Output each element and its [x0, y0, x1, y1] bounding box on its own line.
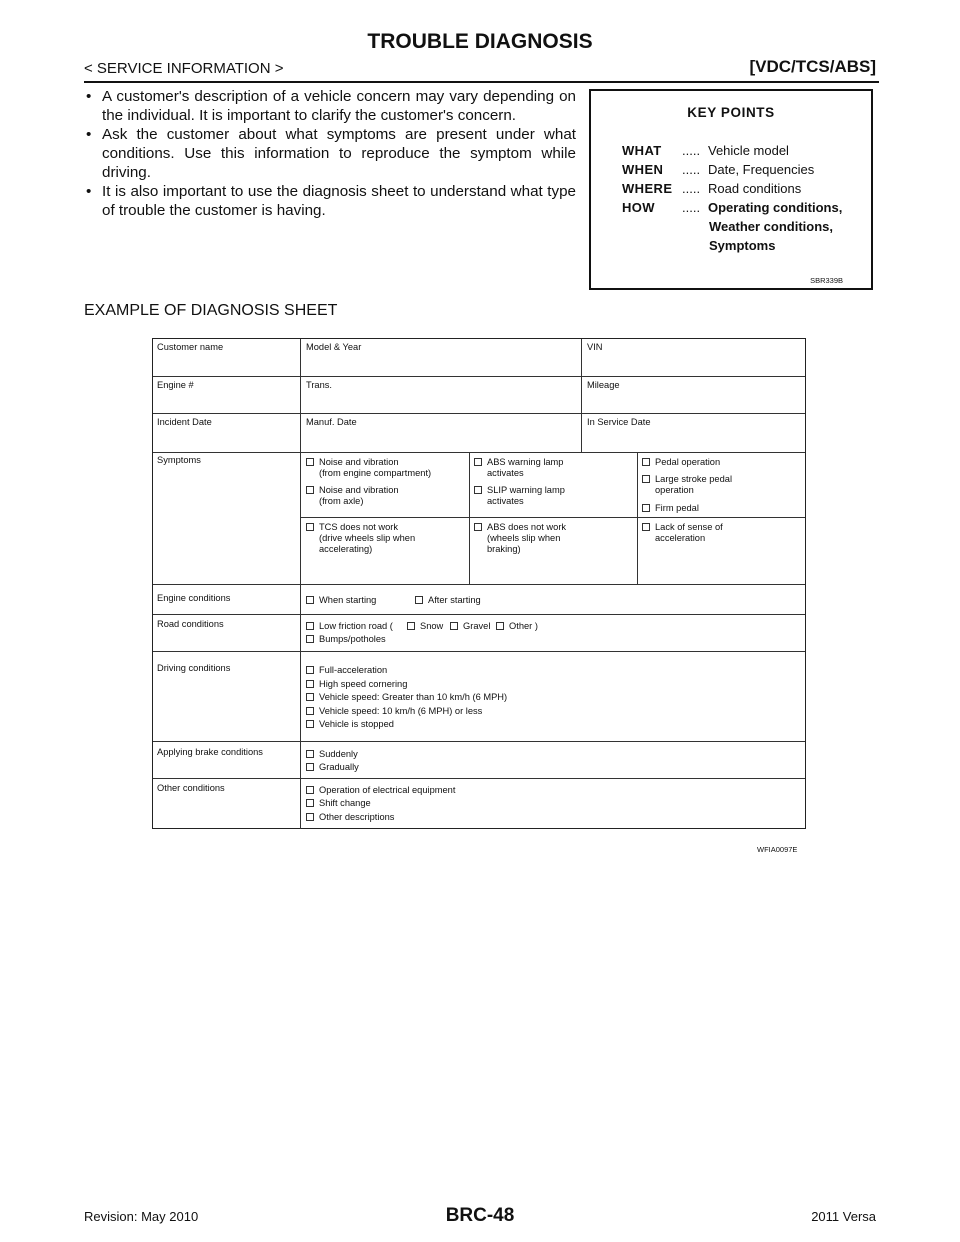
symptom-option-note: activates — [487, 468, 524, 478]
bullet-item — [84, 87, 576, 125]
road-condition-option[interactable]: Snow — [407, 621, 443, 632]
bullet-text: It is also important to use the diagnosis sheet to understand what type of trouble the customer is having. — [102, 183, 576, 219]
checkbox-icon[interactable] — [450, 622, 458, 630]
page-title: TROUBLE DIAGNOSIS — [367, 30, 593, 53]
bullet-dot-icon: • — [86, 126, 92, 143]
driving-condition-option[interactable]: High speed cornering — [306, 679, 407, 690]
table-rule — [581, 339, 582, 452]
driving-conditions-label: Driving conditions — [157, 663, 231, 673]
symptom-option[interactable]: Firm pedal — [642, 503, 699, 514]
bullet-text: A customer's description of a vehicle concern may vary depending on the individual. It is important to clarify the customer's concern. — [102, 88, 576, 124]
road-condition-option[interactable]: Low friction road ( — [306, 621, 393, 632]
symptoms-label: Symptoms — [157, 455, 201, 465]
symptom-option[interactable]: TCS does not work — [306, 522, 398, 533]
symptom-option[interactable]: Noise and vibration — [306, 457, 399, 468]
model-year-label: Model & Year — [306, 342, 362, 352]
key-points-dots: ..... — [682, 181, 701, 196]
key-points-key: WHAT — [622, 143, 662, 158]
symptom-option-note: acceleration — [655, 533, 706, 543]
checkbox-icon[interactable] — [642, 458, 650, 466]
key-points-key: WHERE — [622, 181, 673, 196]
table-rule — [153, 741, 805, 742]
trans-label: Trans. — [306, 380, 333, 390]
symptom-option-note: accelerating) — [319, 544, 373, 554]
bullet-text: Ask the customer about what symptoms are present under what conditions. Use this information to reproduce the symptom while driving. — [102, 126, 576, 181]
key-points-value: Vehicle model — [708, 143, 789, 158]
other-condition-option[interactable]: Operation of electrical equipment — [306, 785, 455, 796]
table-rule — [153, 778, 805, 779]
table-rule — [300, 339, 301, 829]
checkbox-icon[interactable] — [642, 475, 650, 483]
brake-conditions-label: Applying brake conditions — [157, 747, 263, 757]
page-number: BRC-48 — [445, 1205, 515, 1226]
symptom-option[interactable]: Lack of sense of — [642, 522, 723, 533]
checkbox-icon[interactable] — [306, 458, 314, 466]
model-year: 2011 Versa — [811, 1209, 876, 1224]
engine-condition-option[interactable]: When starting — [306, 595, 376, 606]
checkbox-icon[interactable] — [642, 523, 650, 531]
bullet-dot-icon: • — [86, 183, 92, 200]
brake-condition-option[interactable]: Gradually — [306, 762, 359, 773]
checkbox-icon[interactable] — [306, 750, 314, 758]
manuf-date-label: Manuf. Date — [306, 417, 357, 427]
key-points-value: Road conditions — [708, 181, 802, 196]
key-points-value: Operating conditions, — [708, 200, 843, 215]
figure-code: SBR339B — [810, 276, 843, 285]
checkbox-icon[interactable] — [306, 666, 314, 674]
key-points-value: Symptoms — [709, 238, 776, 253]
road-condition-option[interactable]: Other ) — [496, 621, 538, 632]
checkbox-icon[interactable] — [474, 458, 482, 466]
system-tag: [VDC/TCS/ABS] — [749, 57, 876, 76]
checkbox-icon[interactable] — [642, 504, 650, 512]
in-service-date-label: In Service Date — [587, 417, 651, 427]
example-heading: EXAMPLE OF DIAGNOSIS SHEET — [84, 302, 338, 319]
key-points-value: Date, Frequencies — [708, 162, 815, 177]
customer-name-label: Customer name — [157, 342, 224, 352]
checkbox-icon[interactable] — [306, 622, 314, 630]
vin-label: VIN — [587, 342, 603, 352]
key-points-figure — [589, 89, 873, 290]
symptom-option-note: (from axle) — [319, 496, 364, 506]
key-points-dots: ..... — [682, 143, 701, 158]
checkbox-icon[interactable] — [496, 622, 504, 630]
checkbox-icon[interactable] — [415, 596, 423, 604]
table-rule — [153, 376, 805, 377]
engine-condition-option[interactable]: After starting — [415, 595, 481, 606]
road-condition-option[interactable]: Gravel — [450, 621, 490, 632]
checkbox-icon[interactable] — [306, 786, 314, 794]
driving-condition-option[interactable]: Full-acceleration — [306, 665, 387, 676]
bullet-item — [84, 125, 576, 182]
table-rule — [153, 651, 805, 652]
road-conditions-label: Road conditions — [157, 619, 224, 629]
engine-number-label: Engine # — [157, 380, 194, 390]
checkbox-icon[interactable] — [306, 799, 314, 807]
symptom-option-note: operation — [655, 485, 694, 495]
checkbox-icon[interactable] — [306, 693, 314, 701]
table-rule — [300, 517, 805, 518]
checkbox-icon[interactable] — [306, 523, 314, 531]
figure-code: WFIA0097E — [757, 845, 798, 854]
revision-date: Revision: May 2010 — [84, 1209, 199, 1224]
checkbox-icon[interactable] — [306, 813, 314, 821]
key-points-key: WHEN — [622, 162, 664, 177]
checkbox-icon[interactable] — [306, 763, 314, 771]
section-label: < SERVICE INFORMATION > — [84, 60, 284, 77]
intro-bullet-list — [84, 87, 576, 220]
checkbox-icon[interactable] — [306, 486, 314, 494]
bullet-item — [84, 182, 576, 220]
symptom-option-note: braking) — [487, 544, 521, 554]
symptom-option[interactable]: Large stroke pedal — [642, 474, 732, 485]
mileage-label: Mileage — [587, 380, 620, 390]
checkbox-icon[interactable] — [474, 523, 482, 531]
symptom-option[interactable]: Noise and vibration — [306, 485, 399, 496]
engine-conditions-label: Engine conditions — [157, 593, 231, 603]
checkbox-icon[interactable] — [306, 596, 314, 604]
table-rule — [153, 584, 805, 585]
diagnosis-sheet-table — [152, 338, 806, 829]
symptom-option[interactable]: SLIP warning lamp — [474, 485, 565, 496]
symptom-option[interactable]: ABS warning lamp — [474, 457, 563, 468]
header-divider — [84, 81, 879, 83]
checkbox-icon[interactable] — [306, 720, 314, 728]
checkbox-icon[interactable] — [474, 486, 482, 494]
key-points-dots: ..... — [682, 200, 701, 215]
symptom-option-note: activates — [487, 496, 524, 506]
table-rule — [469, 452, 470, 584]
checkbox-icon[interactable] — [407, 622, 415, 630]
bullet-dot-icon: • — [86, 88, 92, 105]
table-rule — [637, 452, 638, 584]
driving-condition-option[interactable]: Vehicle is stopped — [306, 719, 394, 730]
key-points-key: HOW — [622, 200, 655, 215]
road-condition-option[interactable]: Bumps/potholes — [306, 634, 386, 645]
key-points-value: Weather conditions, — [709, 219, 833, 234]
symptom-option-note: (drive wheels slip when — [319, 533, 416, 543]
checkbox-icon[interactable] — [306, 680, 314, 688]
key-points-title: KEY POINTS — [687, 105, 775, 120]
table-rule — [153, 413, 805, 414]
other-conditions-label: Other conditions — [157, 783, 225, 793]
other-condition-option[interactable]: Other descriptions — [306, 812, 394, 823]
checkbox-icon[interactable] — [306, 707, 314, 715]
symptom-option-note: (wheels slip when — [487, 533, 561, 543]
symptom-option[interactable]: Pedal operation — [642, 457, 720, 468]
brake-condition-option[interactable]: Suddenly — [306, 749, 358, 760]
key-points-dots: ..... — [682, 162, 701, 177]
checkbox-icon[interactable] — [306, 635, 314, 643]
symptom-option[interactable]: ABS does not work — [474, 522, 566, 533]
driving-condition-option[interactable]: Vehicle speed: 10 km/h (6 MPH) or less — [306, 706, 482, 717]
other-condition-option[interactable]: Shift change — [306, 798, 371, 809]
table-rule — [153, 614, 805, 615]
symptom-option-note: (from engine compartment) — [319, 468, 432, 478]
incident-date-label: Incident Date — [157, 417, 212, 427]
driving-condition-option[interactable]: Vehicle speed: Greater than 10 km/h (6 MPH) — [306, 692, 507, 703]
table-rule — [153, 452, 805, 453]
